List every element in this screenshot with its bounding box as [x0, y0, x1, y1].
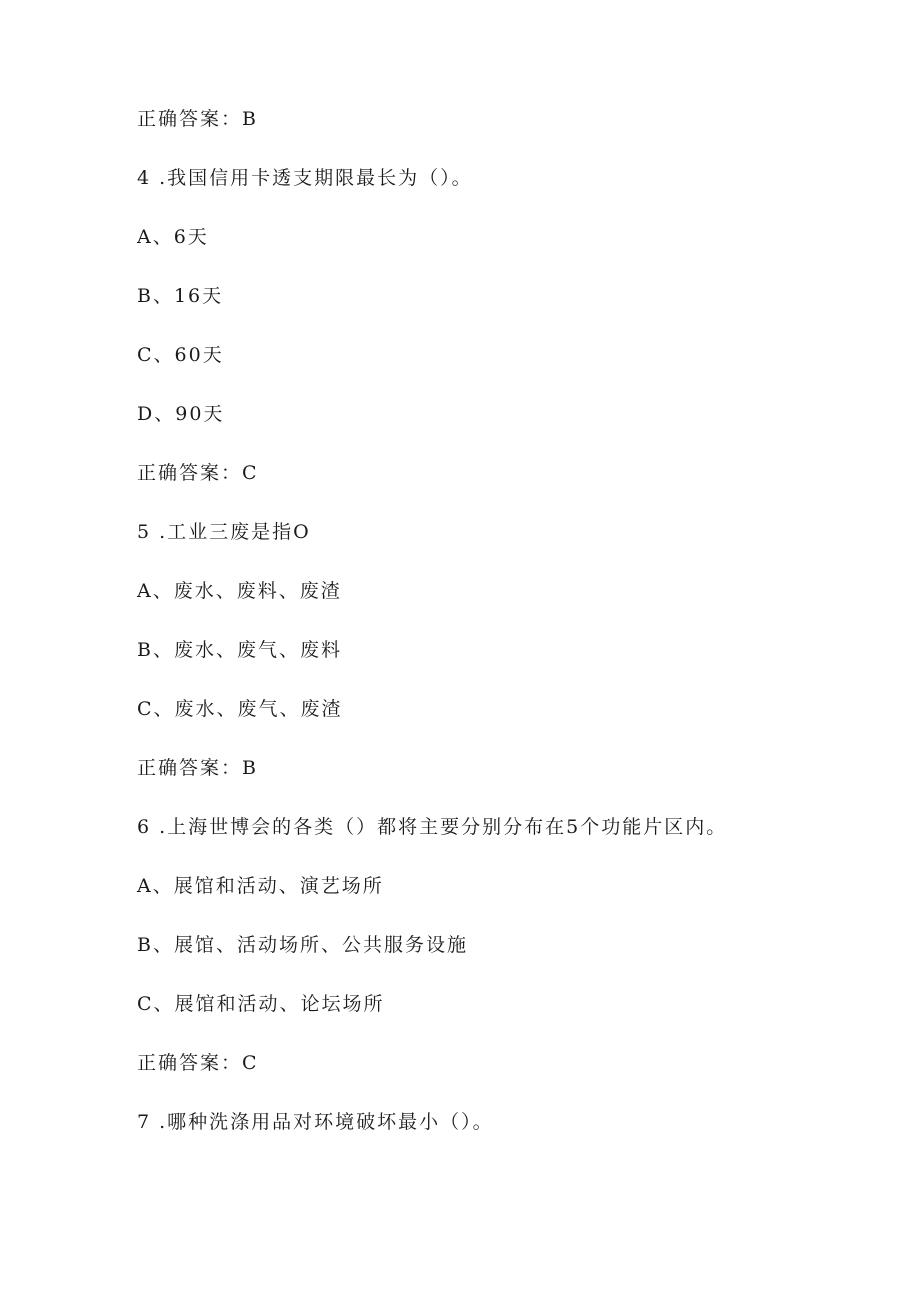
answer-line-q3: 正确答案：B	[137, 108, 258, 130]
answer-line-q6: 正确答案：C	[137, 1052, 259, 1074]
option-5a: A、废水、废料、废渣	[137, 580, 342, 602]
option-6c: C、展馆和活动、论坛场所	[137, 993, 385, 1015]
option-5b: B、废水、废气、废料	[137, 639, 342, 661]
option-4c: C、60天	[137, 344, 224, 366]
answer-line-q4: 正确答案：C	[137, 462, 259, 484]
question-4: 4 .我国信用卡透支期限最长为（）。	[137, 167, 473, 189]
question-6: 6 .上海世博会的各类（）都将主要分别分布在5个功能片区内。	[137, 816, 728, 838]
option-6a: A、展馆和活动、演艺场所	[137, 875, 384, 897]
option-6b: B、展馆、活动场所、公共服务设施	[137, 934, 468, 956]
option-4d: D、90天	[137, 403, 225, 425]
option-5c: C、废水、废气、废渣	[137, 698, 343, 720]
answer-line-q5: 正确答案：B	[137, 757, 258, 779]
option-4a: A、6天	[137, 226, 209, 248]
question-5: 5 .工业三废是指O	[137, 521, 311, 543]
option-4b: B、16天	[137, 285, 224, 307]
question-7: 7 .哪种洗涤用品对环境破坏最小（）。	[137, 1111, 494, 1133]
